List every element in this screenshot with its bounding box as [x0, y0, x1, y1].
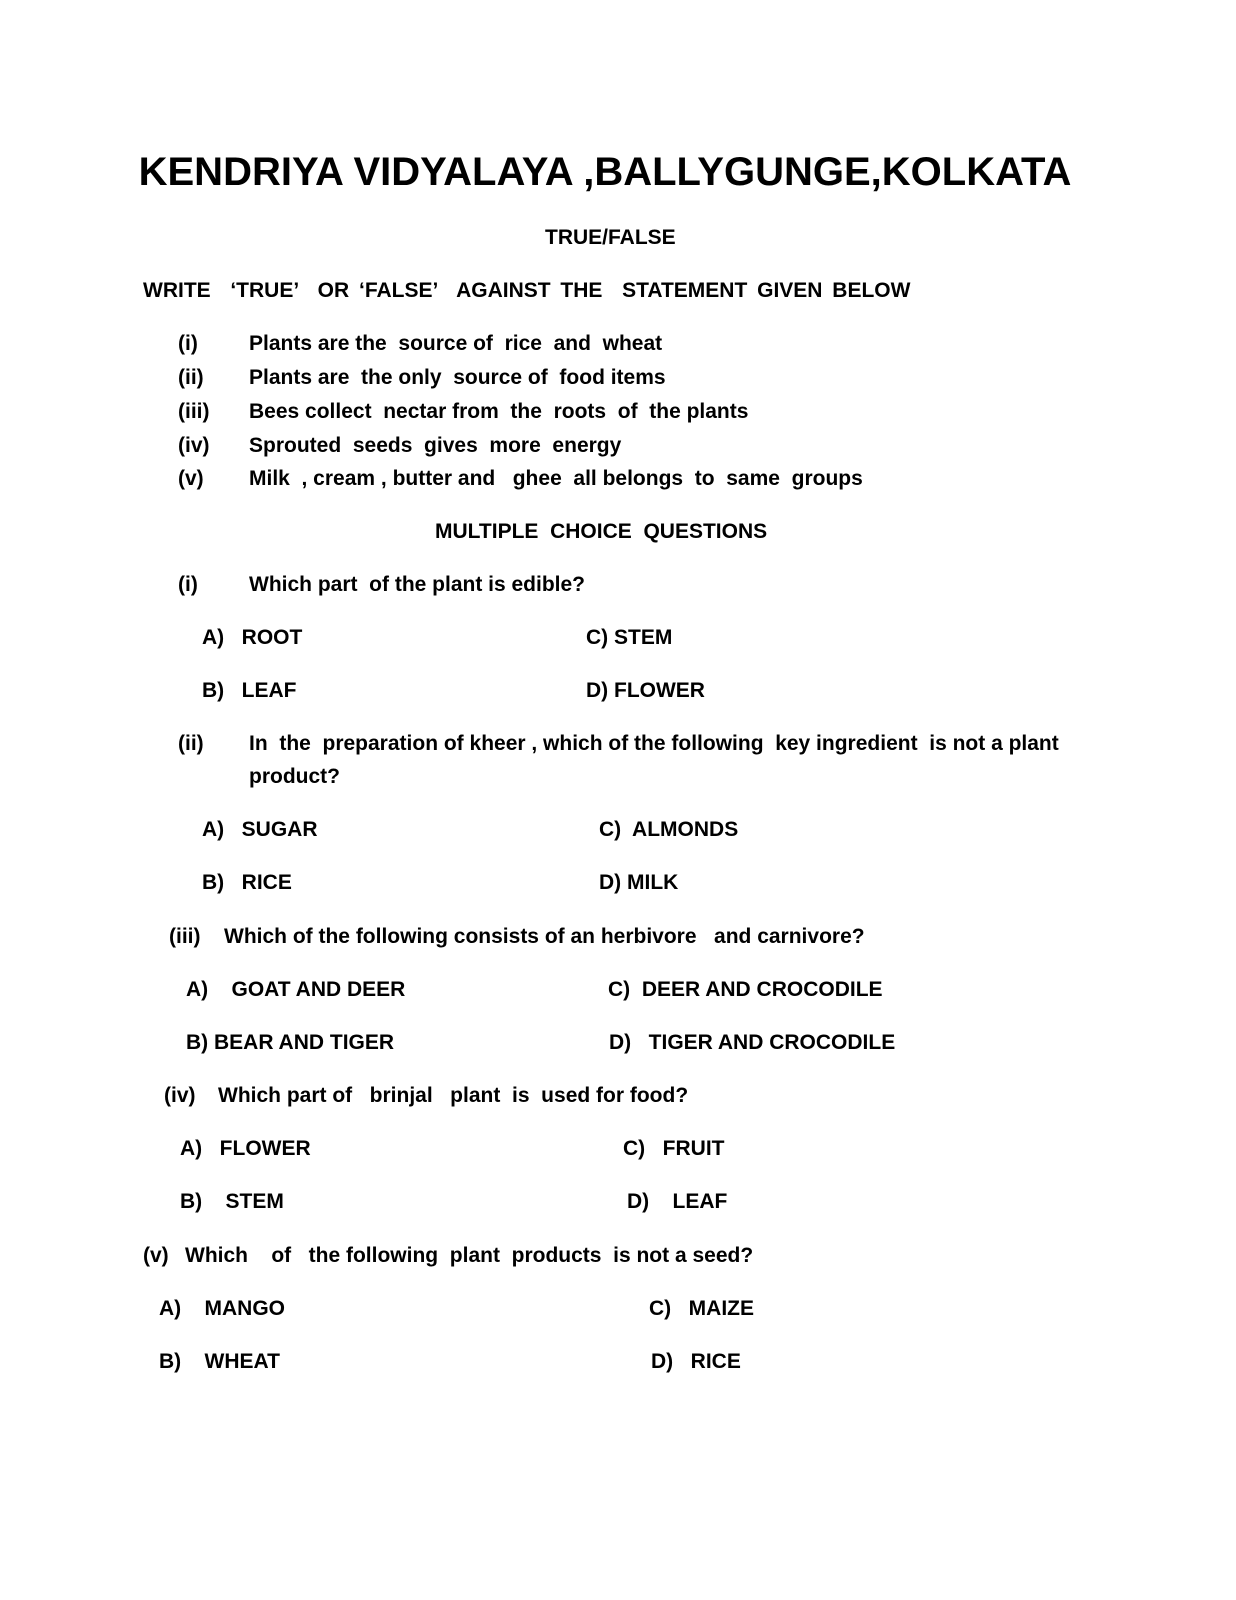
option-d: D) FLOWER	[586, 679, 705, 702]
document-title: KENDRIYA VIDYALAYA ,BALLYGUNGE,KOLKATA	[138, 150, 1072, 194]
tf-item-number: (iii)	[178, 400, 210, 423]
mcq-heading: MULTIPLE CHOICE QUESTIONS	[435, 520, 768, 543]
true-false-instruction: WRITE ‘TRUE’ OR ‘FALSE’ AGAINST THE STATEMENT GIVEN BELOW	[143, 279, 911, 302]
option-d: D) RICE	[651, 1350, 741, 1373]
question-number: (iii)	[169, 925, 201, 948]
tf-item-number: (v)	[178, 467, 204, 490]
option-a: A) FLOWER	[180, 1137, 311, 1160]
option-a: A) GOAT AND DEER	[186, 978, 406, 1001]
tf-item-number: (i)	[178, 332, 198, 355]
tf-item-text: Bees collect nectar from the roots of the plants	[249, 400, 749, 423]
question-number: (iv)	[164, 1084, 196, 1107]
option-a: A) SUGAR	[202, 818, 318, 841]
option-c: C) FRUIT	[623, 1137, 725, 1160]
option-d: D) LEAF	[627, 1190, 728, 1213]
tf-item-text: Milk , cream , butter and ghee all belongs to same groups	[249, 467, 863, 490]
option-c: C) MAIZE	[649, 1297, 754, 1320]
question-number: (ii)	[178, 732, 204, 755]
option-d: D) MILK	[599, 871, 679, 894]
option-b: B) WHEAT	[159, 1350, 280, 1373]
question-number: (i)	[178, 573, 198, 596]
option-a: A) ROOT	[202, 626, 303, 649]
question-text-continued: product?	[249, 765, 340, 788]
tf-item-text: Plants are the source of rice and wheat	[249, 332, 663, 355]
option-d: D) TIGER AND CROCODILE	[609, 1031, 896, 1054]
tf-item-number: (ii)	[178, 366, 204, 389]
tf-item-number: (iv)	[178, 434, 210, 457]
option-c: C) ALMONDS	[599, 818, 739, 841]
true-false-heading: TRUE/FALSE	[545, 226, 676, 249]
question-text: Which of the following plant products is not a seed?	[185, 1244, 754, 1267]
question-text: Which part of the plant is edible?	[249, 573, 586, 596]
option-b: B) RICE	[202, 871, 292, 894]
tf-item-text: Plants are the only source of food items	[249, 366, 666, 389]
question-text: Which of the following consists of an herbivore and carnivore?	[224, 925, 865, 948]
question-text: Which part of brinjal plant is used for food?	[218, 1084, 689, 1107]
option-a: A) MANGO	[159, 1297, 285, 1320]
tf-item-text: Sprouted seeds gives more energy	[249, 434, 622, 457]
option-c: C) DEER AND CROCODILE	[608, 978, 883, 1001]
question-number: (v)	[143, 1244, 169, 1267]
option-b: B) STEM	[180, 1190, 284, 1213]
option-b: B) LEAF	[202, 679, 297, 702]
option-c: C) STEM	[586, 626, 673, 649]
question-text: In the preparation of kheer , which of the following key ingredient is not a plant	[249, 732, 1059, 755]
option-b: B) BEAR AND TIGER	[186, 1031, 395, 1054]
